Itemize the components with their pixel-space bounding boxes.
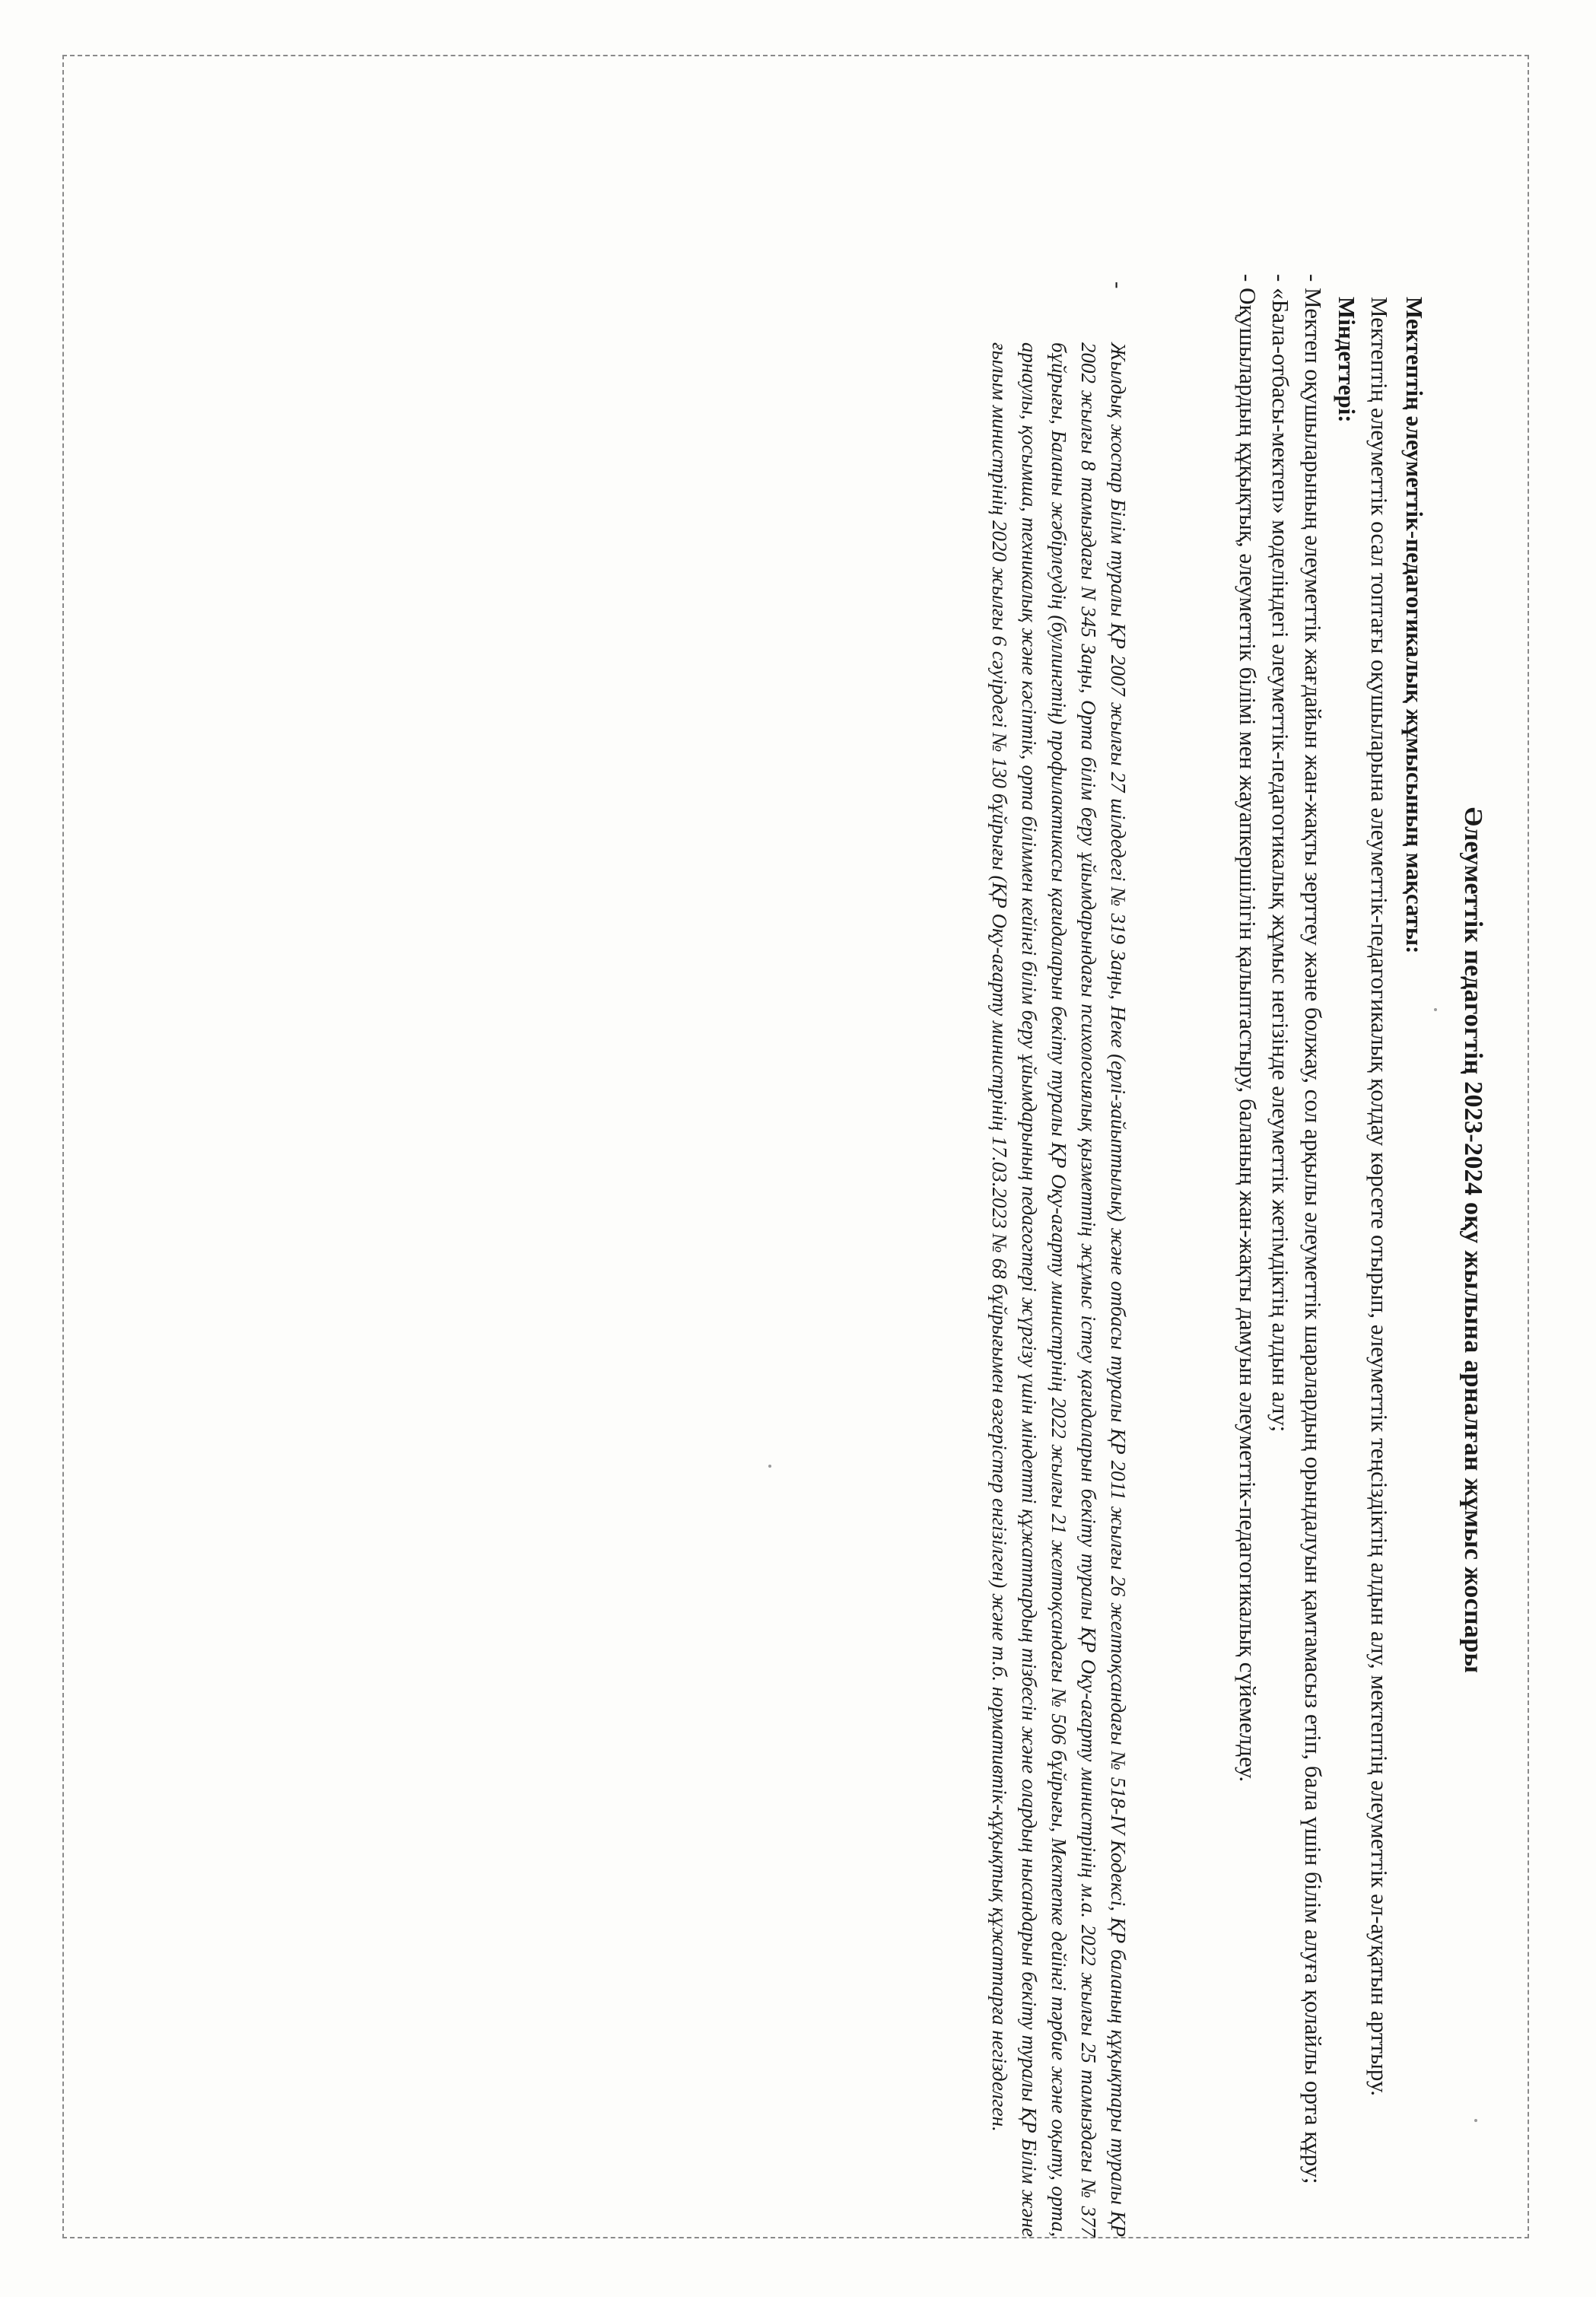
goal-heading: Мектептің әлеуметтік-педагогикалық жұмысының мақсаты:	[1401, 297, 1428, 954]
goal-text: Мектептің әлеуметтік осал топтағы оқушыларына әлеуметтік-педагогикалық қолдау көрсете отырып, әлеуметтік теңсіздіктің алдын алу, мектептің әлеуметтік әл-ауқатын арттыру.	[1366, 297, 1393, 2097]
rotated-document-content	[650, 213, 1487, 2267]
legal-basis-text: Жылдық жоспар Білім туралы ҚР 2007 жылғы 27 шілдедегі № 319 Заңы, Неке (ерлі-зайыптылық) және отбасы туралы ҚР 2011 жылғы 26 желтоқсандағы № 518-IV Кодексі, ҚР баланың құқықтары туралы ҚР 2002 жылғы 8 тамыздағы N 345 Заңы, Орта білім беру ұйымдарындағы психологиялық қызметтің жұмыс істеу қағидаларын бекіту туралы ҚР Оқу-ағарту министрінің м.а. 2022 жылғы 25 тамыздағы № 377 бұйрығы, Баланы жәбірлеудің (буллингтің) профилактикасы қағидаларын бекіту туралы ҚР Оқу-ағарту министрінің 2022 жылғы 21 желтоқсандағы № 506 бұйрығы, Мектепке дейінгі тәрбие және оқыту, орта, арнаулы, қосымша, техникалық және кәсіптік, орта біліммен кейінгі білім беру ұйымдарының педагогтері жүргізу үшін міндетті құжаттардың тізбесін және олардың нысандарын бекіту туралы ҚР Білім және ғылым министрінің 2020 жылғы 6 сәуірдегі № 130 бұйрығы (ҚР Оқу-ағарту министрінің 17.03.2023 № 68 бұйрығымен өзгерістер енгізілген) және т.б. нормативтік-құқықтық құжаттарға негізделген.	[988, 342, 1130, 2237]
task-item: - Мектеп оқушыларының әлеуметтік жағдайын жан-жақты зерттеу және болжау, сол арқылы әлеуметтік шаралардың орындалуын қамтамасыз етіп, бала үшін білім алуға қолайлы орта құру;	[1300, 274, 1327, 2184]
tasks-heading: Міндеттері:	[1334, 297, 1360, 423]
legal-bullet-dash: -	[1106, 282, 1130, 289]
legal-basis-note	[984, 213, 1133, 2267]
task-item: - Оқушылардың құқықтық, әлеуметтік білімі мен жауапкершілігін қалыптастыру, баланың жан-жақты дамуын әлеуметтік-педагогикалық сүйемелдеу.	[1235, 274, 1261, 1783]
task-item: - «Бала-отбасы-мектеп» моделіндегі әлеуметтік-педагогикалық жұмыс негізінде әлеуметтік жетімдіктің алдын алу;	[1267, 274, 1294, 1433]
document-title: Әлеуметтік педагогтің 2023-2024 оқу жылына арналған жұмыс жоспары	[1459, 806, 1487, 1674]
